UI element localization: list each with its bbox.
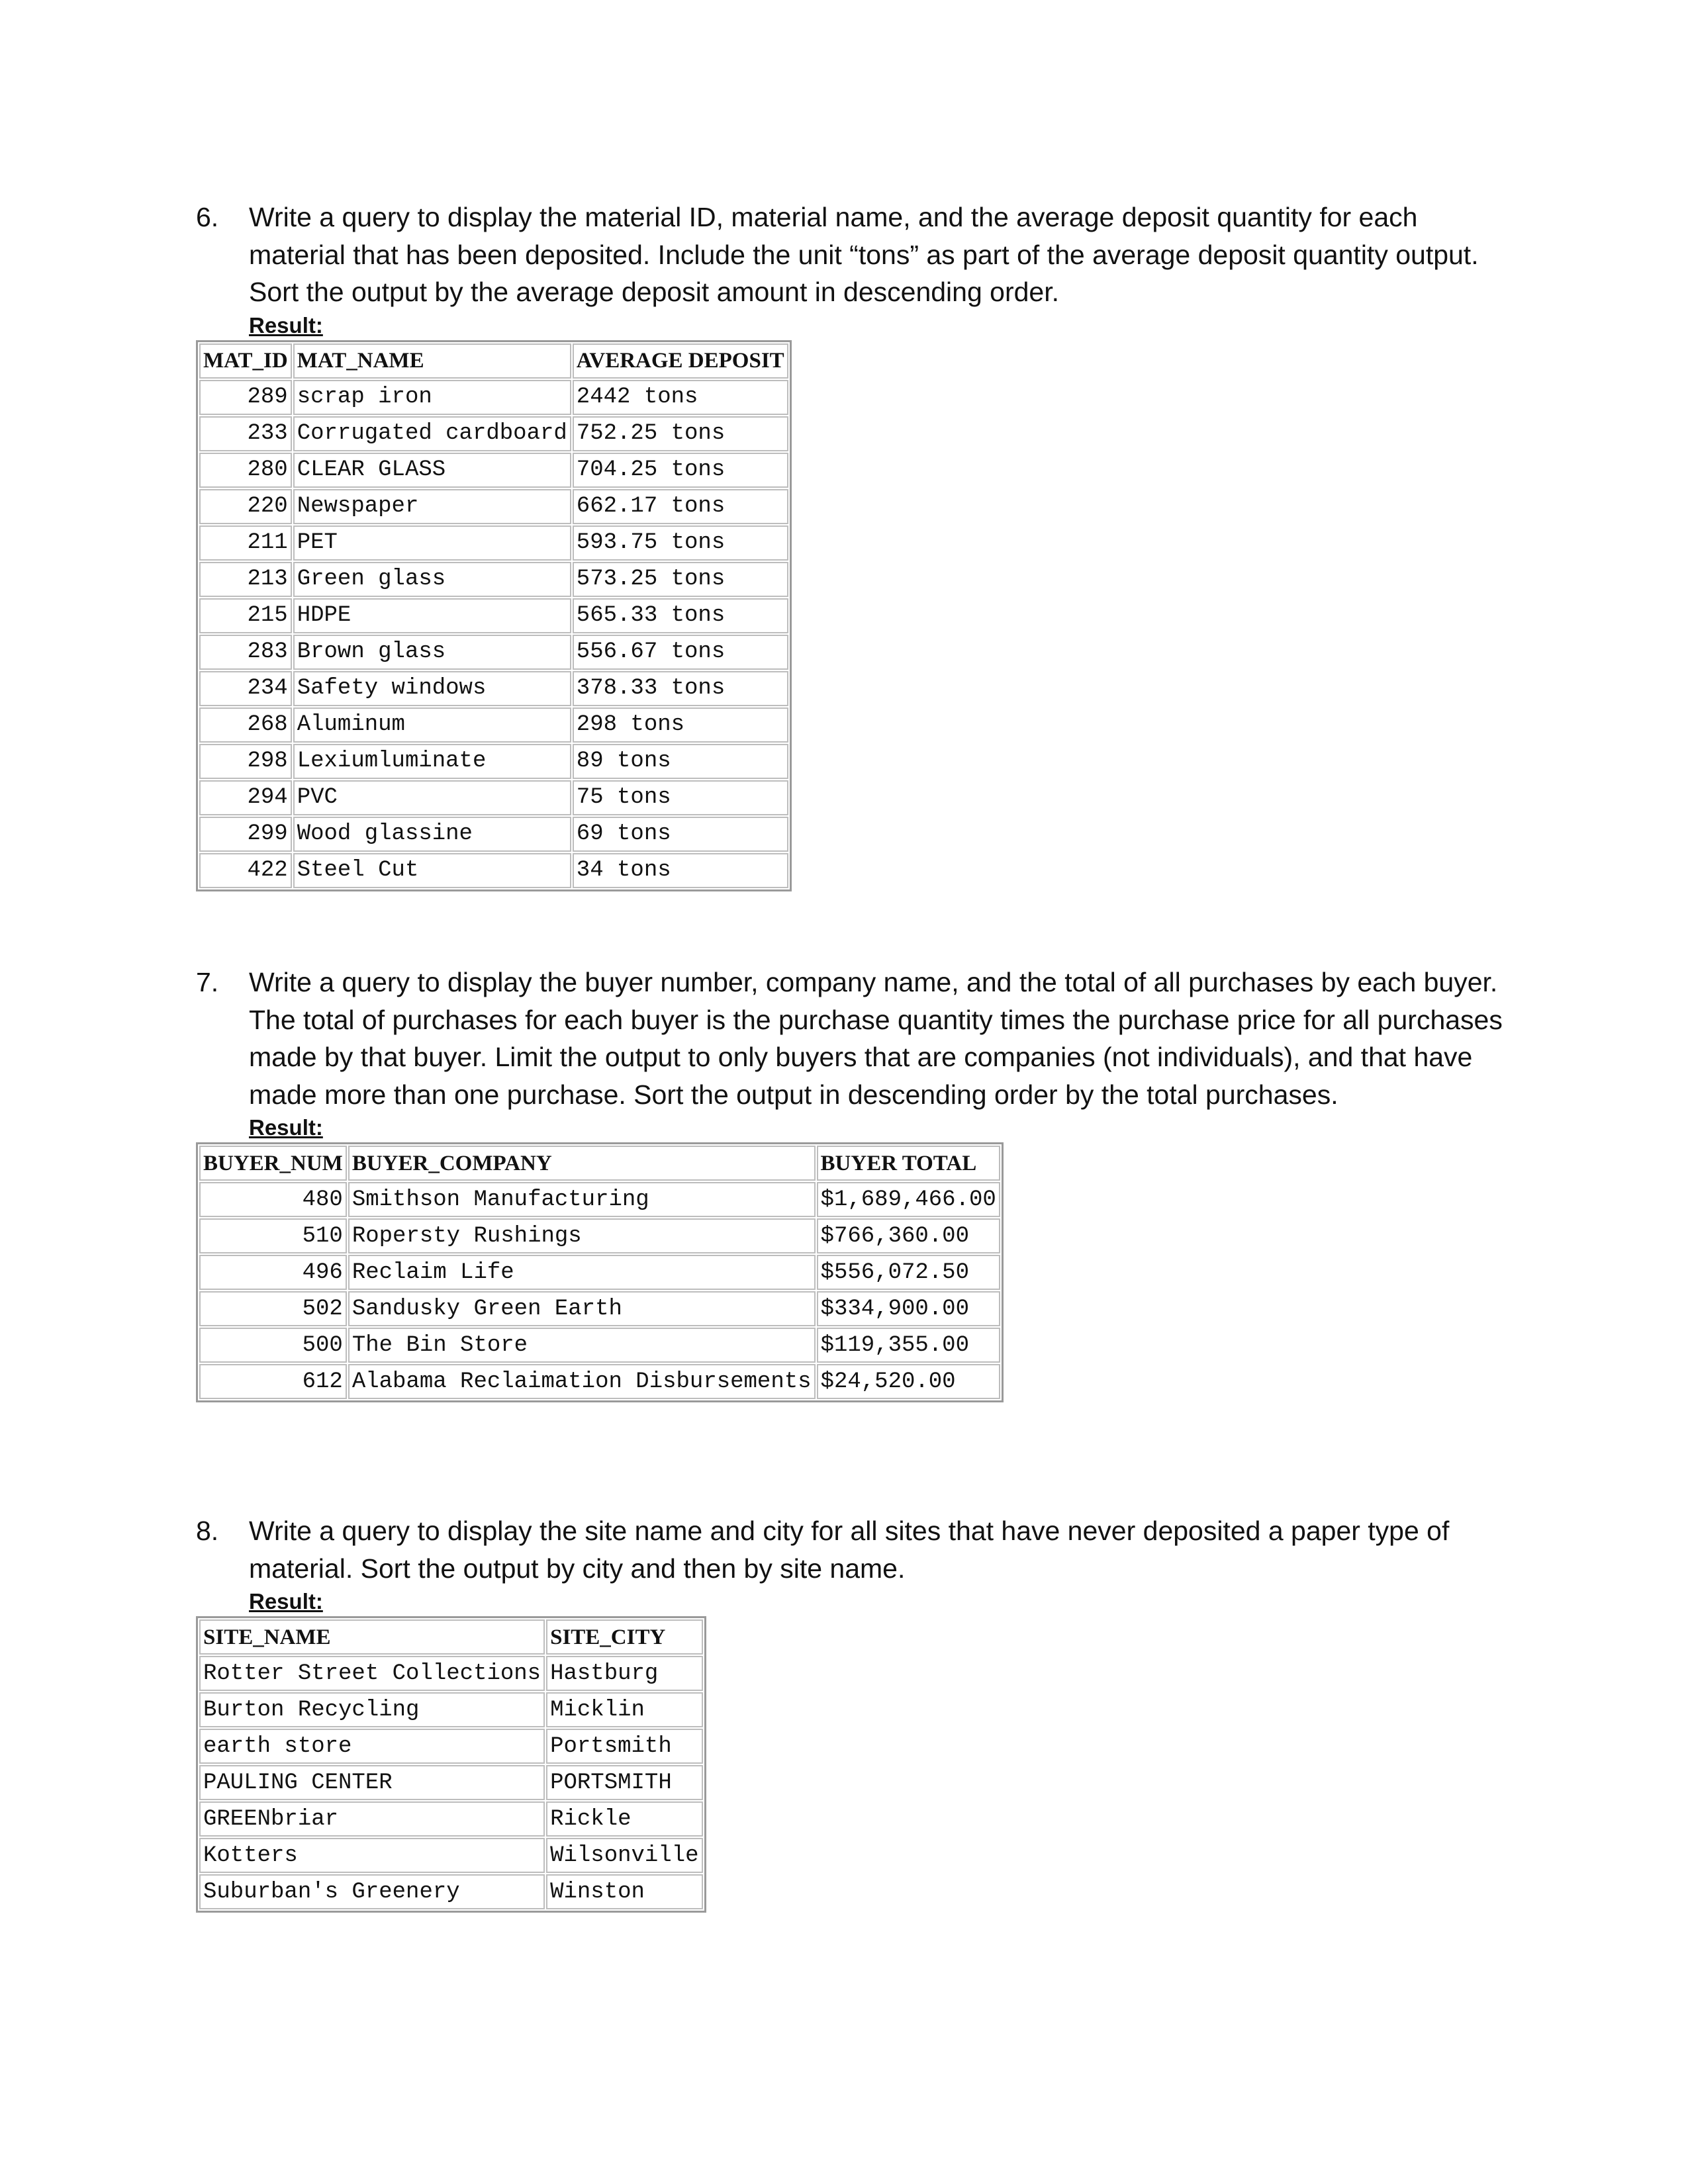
question-6-table-body <box>199 380 788 888</box>
table-cell: 294 <box>199 780 292 815</box>
table-cell: $334,900.00 <box>817 1291 1000 1326</box>
column-header: SITE_CITY <box>546 1619 702 1655</box>
table-row <box>199 562 788 597</box>
question-8 <box>196 1512 1513 1913</box>
table-row <box>199 1328 1000 1363</box>
table-row <box>199 1656 703 1691</box>
table-cell: 299 <box>199 817 292 852</box>
question-7-result-table <box>196 1142 1004 1402</box>
table-row <box>199 1182 1000 1217</box>
question-6-prompt <box>196 199 1513 311</box>
table-cell: Suburban's Greenery <box>199 1874 545 1909</box>
table-cell: Corrugated cardboard <box>293 416 571 451</box>
table-cell: 496 <box>199 1255 347 1290</box>
table-cell: 2442 tons <box>573 380 788 415</box>
table-cell: scrap iron <box>293 380 571 415</box>
table-cell: GREENbriar <box>199 1801 545 1837</box>
table-row <box>199 1801 703 1837</box>
question-6-number: 6. <box>196 202 219 232</box>
question-7-table-body <box>199 1182 1000 1399</box>
table-cell: 280 <box>199 453 292 488</box>
table-cell: 289 <box>199 380 292 415</box>
question-8-text: Write a query to display the site name and city for all sites that have never deposited a paper type of material. Sort the output by city and then by site name. <box>249 1516 1450 1584</box>
column-header: BUYER_NUM <box>199 1146 347 1181</box>
table-cell: 234 <box>199 671 292 706</box>
table-cell: Green glass <box>293 562 571 597</box>
table-cell: 556.67 tons <box>573 635 788 670</box>
table-row <box>199 671 788 706</box>
table-cell: 500 <box>199 1328 347 1363</box>
table-row <box>199 780 788 815</box>
table-cell: The Bin Store <box>348 1328 816 1363</box>
table-cell: 220 <box>199 489 292 524</box>
table-cell: Portsmith <box>546 1729 702 1764</box>
table-cell: 283 <box>199 635 292 670</box>
table-row <box>199 707 788 743</box>
question-7-number: 7. <box>196 967 219 997</box>
table-cell: Reclaim Life <box>348 1255 816 1290</box>
table-cell: $119,355.00 <box>817 1328 1000 1363</box>
table-row <box>199 416 788 451</box>
table-cell: Winston <box>546 1874 702 1909</box>
table-cell: Steel Cut <box>293 853 571 888</box>
table-cell: PORTSMITH <box>546 1765 702 1800</box>
table-cell: Hastburg <box>546 1656 702 1691</box>
table-cell: Micklin <box>546 1692 702 1727</box>
table-cell: 510 <box>199 1218 347 1253</box>
table-header-row <box>199 1619 703 1655</box>
table-cell: $1,689,466.00 <box>817 1182 1000 1217</box>
table-cell: 565.33 tons <box>573 598 788 633</box>
column-header: BUYER TOTAL <box>817 1146 1000 1181</box>
table-cell: CLEAR GLASS <box>293 453 571 488</box>
table-cell: 268 <box>199 707 292 743</box>
table-cell: 704.25 tons <box>573 453 788 488</box>
question-7-prompt <box>196 964 1513 1113</box>
table-row <box>199 635 788 670</box>
question-6-result-label: Result: <box>249 312 323 338</box>
column-header: AVERAGE DEPOSIT <box>573 343 788 379</box>
question-6 <box>196 199 1513 891</box>
table-cell: PVC <box>293 780 571 815</box>
table-cell: Wilsonville <box>546 1838 702 1873</box>
table-cell: Aluminum <box>293 707 571 743</box>
table-cell: $24,520.00 <box>817 1364 1000 1399</box>
table-cell: Safety windows <box>293 671 571 706</box>
table-row <box>199 1838 703 1873</box>
table-cell: 502 <box>199 1291 347 1326</box>
table-cell: Kotters <box>199 1838 545 1873</box>
table-cell: 480 <box>199 1182 347 1217</box>
table-cell: Alabama Reclaimation Disbursements <box>348 1364 816 1399</box>
table-cell: Rickle <box>546 1801 702 1837</box>
question-7-result-label: Result: <box>249 1115 323 1140</box>
table-cell: Rotter Street Collections <box>199 1656 545 1691</box>
column-header: MAT_NAME <box>293 343 571 379</box>
table-row <box>199 853 788 888</box>
table-cell: HDPE <box>293 598 571 633</box>
table-cell: 215 <box>199 598 292 633</box>
question-8-prompt <box>196 1512 1513 1587</box>
question-7-text: Write a query to display the buyer number, company name, and the total of all purchases by each buyer. The total of purchases for each buyer is the purchase quantity times the purchase price for all purchases made by that buyer. Limit the output to only buyers that are companies (not individuals), and that have made more than one purchase. Sort the output in descending order by the total purchases. <box>249 967 1503 1110</box>
table-row <box>199 453 788 488</box>
table-row <box>199 744 788 779</box>
table-cell: 662.17 tons <box>573 489 788 524</box>
table-cell: 211 <box>199 525 292 561</box>
table-row <box>199 380 788 415</box>
table-header-row <box>199 1146 1000 1181</box>
table-row <box>199 1692 703 1727</box>
table-row <box>199 1874 703 1909</box>
table-cell: 233 <box>199 416 292 451</box>
table-cell: Newspaper <box>293 489 571 524</box>
table-cell: 75 tons <box>573 780 788 815</box>
table-cell: 573.25 tons <box>573 562 788 597</box>
table-cell: Ropersty Rushings <box>348 1218 816 1253</box>
table-cell: 298 <box>199 744 292 779</box>
table-row <box>199 1729 703 1764</box>
table-cell: Wood glassine <box>293 817 571 852</box>
table-cell: 752.25 tons <box>573 416 788 451</box>
question-6-text: Write a query to display the material ID, material name, and the average deposit quantity for each material that has been deposited. Include the unit “tons” as part of the average deposit quantity output. Sort the output by the average deposit amount in descending order. <box>249 202 1479 307</box>
table-cell: $556,072.50 <box>817 1255 1000 1290</box>
question-7 <box>196 964 1513 1402</box>
table-row <box>199 489 788 524</box>
table-row <box>199 817 788 852</box>
table-cell: 298 tons <box>573 707 788 743</box>
question-8-number: 8. <box>196 1516 219 1546</box>
table-cell: Lexiumluminate <box>293 744 571 779</box>
column-header: BUYER_COMPANY <box>348 1146 816 1181</box>
table-cell: $766,360.00 <box>817 1218 1000 1253</box>
table-cell: 378.33 tons <box>573 671 788 706</box>
table-row <box>199 525 788 561</box>
table-row <box>199 1364 1000 1399</box>
table-row <box>199 1218 1000 1253</box>
table-row <box>199 598 788 633</box>
column-header: MAT_ID <box>199 343 292 379</box>
table-cell: Burton Recycling <box>199 1692 545 1727</box>
table-cell: PET <box>293 525 571 561</box>
table-cell: 34 tons <box>573 853 788 888</box>
table-row <box>199 1291 1000 1326</box>
table-cell: Smithson Manufacturing <box>348 1182 816 1217</box>
table-row <box>199 1255 1000 1290</box>
column-header: SITE_NAME <box>199 1619 545 1655</box>
question-6-result-table <box>196 340 792 891</box>
table-cell: Sandusky Green Earth <box>348 1291 816 1326</box>
table-cell: 213 <box>199 562 292 597</box>
table-cell: 422 <box>199 853 292 888</box>
question-8-result-table <box>196 1616 706 1913</box>
table-cell: earth store <box>199 1729 545 1764</box>
question-8-result-label: Result: <box>249 1589 323 1614</box>
table-cell: 612 <box>199 1364 347 1399</box>
table-cell: 89 tons <box>573 744 788 779</box>
table-cell: 69 tons <box>573 817 788 852</box>
table-cell: PAULING CENTER <box>199 1765 545 1800</box>
table-row <box>199 1765 703 1800</box>
table-header-row <box>199 343 788 379</box>
table-cell: Brown glass <box>293 635 571 670</box>
table-cell: 593.75 tons <box>573 525 788 561</box>
question-8-table-body <box>199 1656 703 1909</box>
